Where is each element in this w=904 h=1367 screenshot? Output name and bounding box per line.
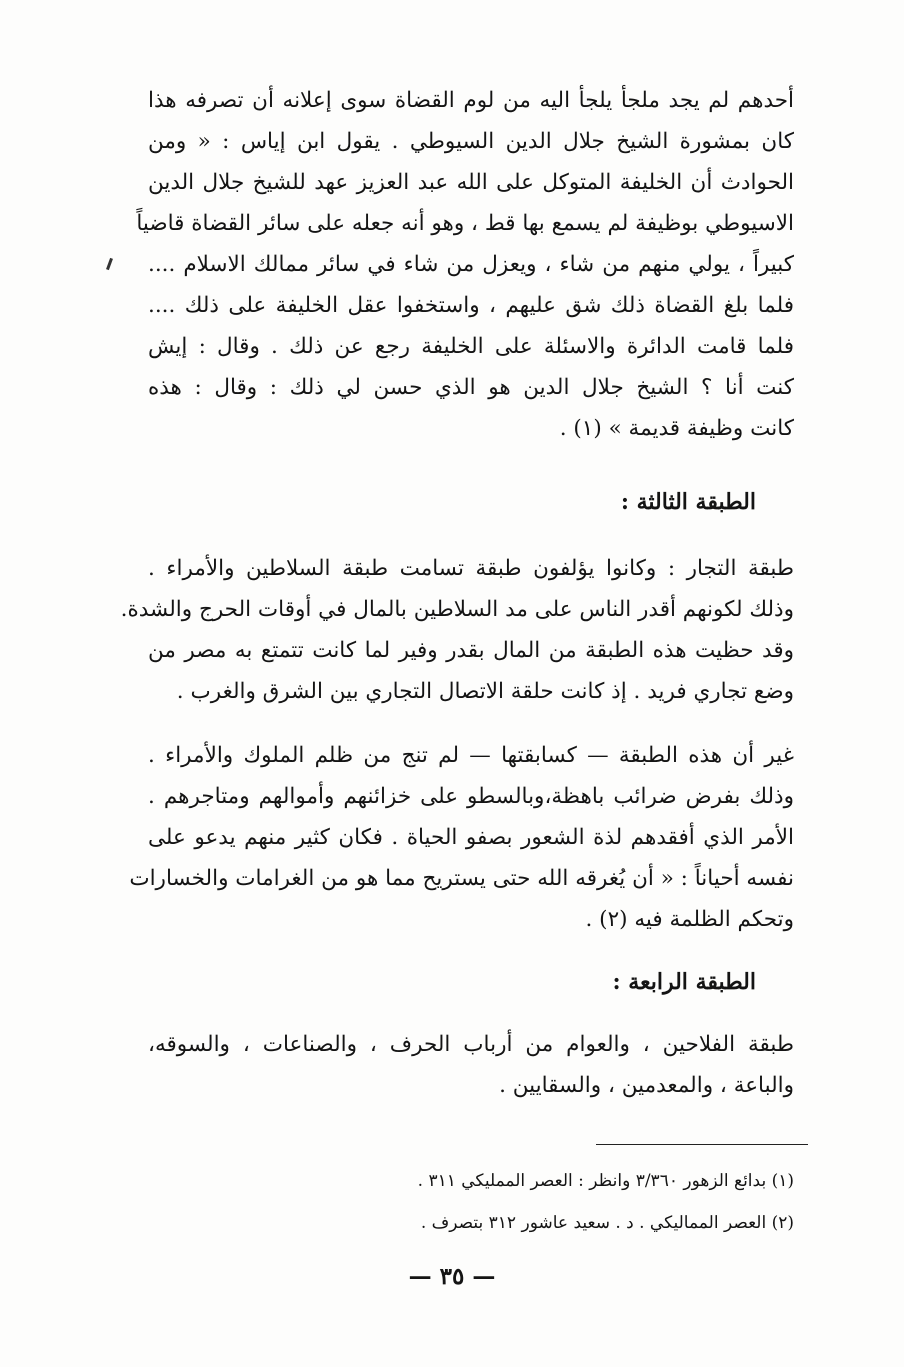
page-number: — ٣٥ — — [408, 1263, 496, 1290]
paragraph-2-line: وضع تجاري فريد . إذ كانت حلقة الاتصال التجاري بين الشرق والغرب . — [176, 679, 794, 704]
paragraph-4-line: والباعة ، والمعدمين ، والسقايين . — [499, 1073, 794, 1098]
paragraph-1-line: كبيراً ، يولي منهم من شاء ، ويعزل من شاء في سائر ممالك الاسلام .... — [148, 252, 794, 277]
paragraph-4-line: طبقة الفلاحين ، والعوام من أرباب الحرف ، والصناعات ، والسوقه، — [148, 1032, 794, 1057]
paragraph-2-line: وذلك لكونهم أقدر الناس على مد السلاطين بالمال في أوقات الحرج والشدة. — [120, 597, 794, 622]
paragraph-1-line: كان بمشورة الشيخ جلال الدين السيوطي . يقول ابن إياس : « ومن — [148, 129, 794, 154]
paragraph-1-line: كانت وظيفة قديمة » (١) . — [559, 416, 794, 441]
paragraph-2-line: طبقة التجار : وكانوا يؤلفون طبقة تسامت طبقة السلاطين والأمراء . — [148, 556, 794, 581]
paragraph-2 — [120, 548, 794, 712]
footnote-2: (٢) العصر المماليكي . د . سعيد عاشور ٣١٢ بتصرف . — [420, 1213, 794, 1233]
paragraph-3-line: نفسه أحياناً : « أن يُغرقه الله حتى يستريح مما هو من الغرامات والخسارات — [129, 866, 794, 891]
footnote-1: (١) بدائع الزهور ٣/٣٦٠ وانظر : العصر الممليكي ٣١١ . — [417, 1171, 794, 1191]
paragraph-3-line: غير أن هذه الطبقة — كسابقتها — لم تنج من ظلم الملوك والأمراء . — [148, 743, 794, 768]
paragraph-1-line: الحوادث أن الخليفة المتوكل على الله عبد العزيز عهد للشيخ جلال الدين — [148, 170, 794, 195]
margin-mark — [106, 258, 113, 270]
paragraph-3-line: وذلك بفرض ضرائب باهظة،وبالسطو على خزائنهم وأموالهم ومتاجرهم . — [148, 784, 794, 809]
paragraph-1-line: الاسيوطي بوظيفة لم يسمع بها قط ، وهو أنه جعله على سائر القضاة قاضياً — [136, 211, 794, 236]
paragraph-3-line: الأمر الذي أفقدهم لذة الشعور بصفو الحياة . فكان كثير منهم يدعو على — [148, 825, 794, 850]
footnote-separator — [596, 1144, 808, 1145]
paragraph-2-line: وقد حظيت هذه الطبقة من المال بقدر وفير لما كانت تتمتع به مصر من — [148, 638, 794, 663]
paragraph-1-line: أحدهم لم يجد ملجأ يلجأ اليه من لوم القضاة سوى إعلانه أن تصرفه هذا — [148, 88, 794, 113]
paragraph-1-line: فلما بلغ القضاة ذلك شق عليهم ، واستخفوا عقل الخليفة على ذلك .... — [148, 293, 794, 318]
paragraph-4 — [148, 1024, 794, 1106]
section-heading-third-class: الطبقة الثالثة : — [620, 489, 756, 515]
paragraph-3 — [129, 735, 794, 940]
paragraph-1-line: فلما قامت الدائرة والاسئلة على الخليفة رجع عن ذلك . وقال : إيش — [148, 334, 794, 359]
paragraph-1 — [136, 80, 794, 449]
paragraph-3-line: وتحكم الظلمة فيه (٢) . — [585, 907, 794, 932]
section-heading-fourth-class: الطبقة الرابعة : — [612, 969, 756, 995]
paragraph-1-line: كنت أنا ؟ الشيخ جلال الدين هو الذي حسن لي ذلك : وقال : هذه — [148, 375, 794, 400]
